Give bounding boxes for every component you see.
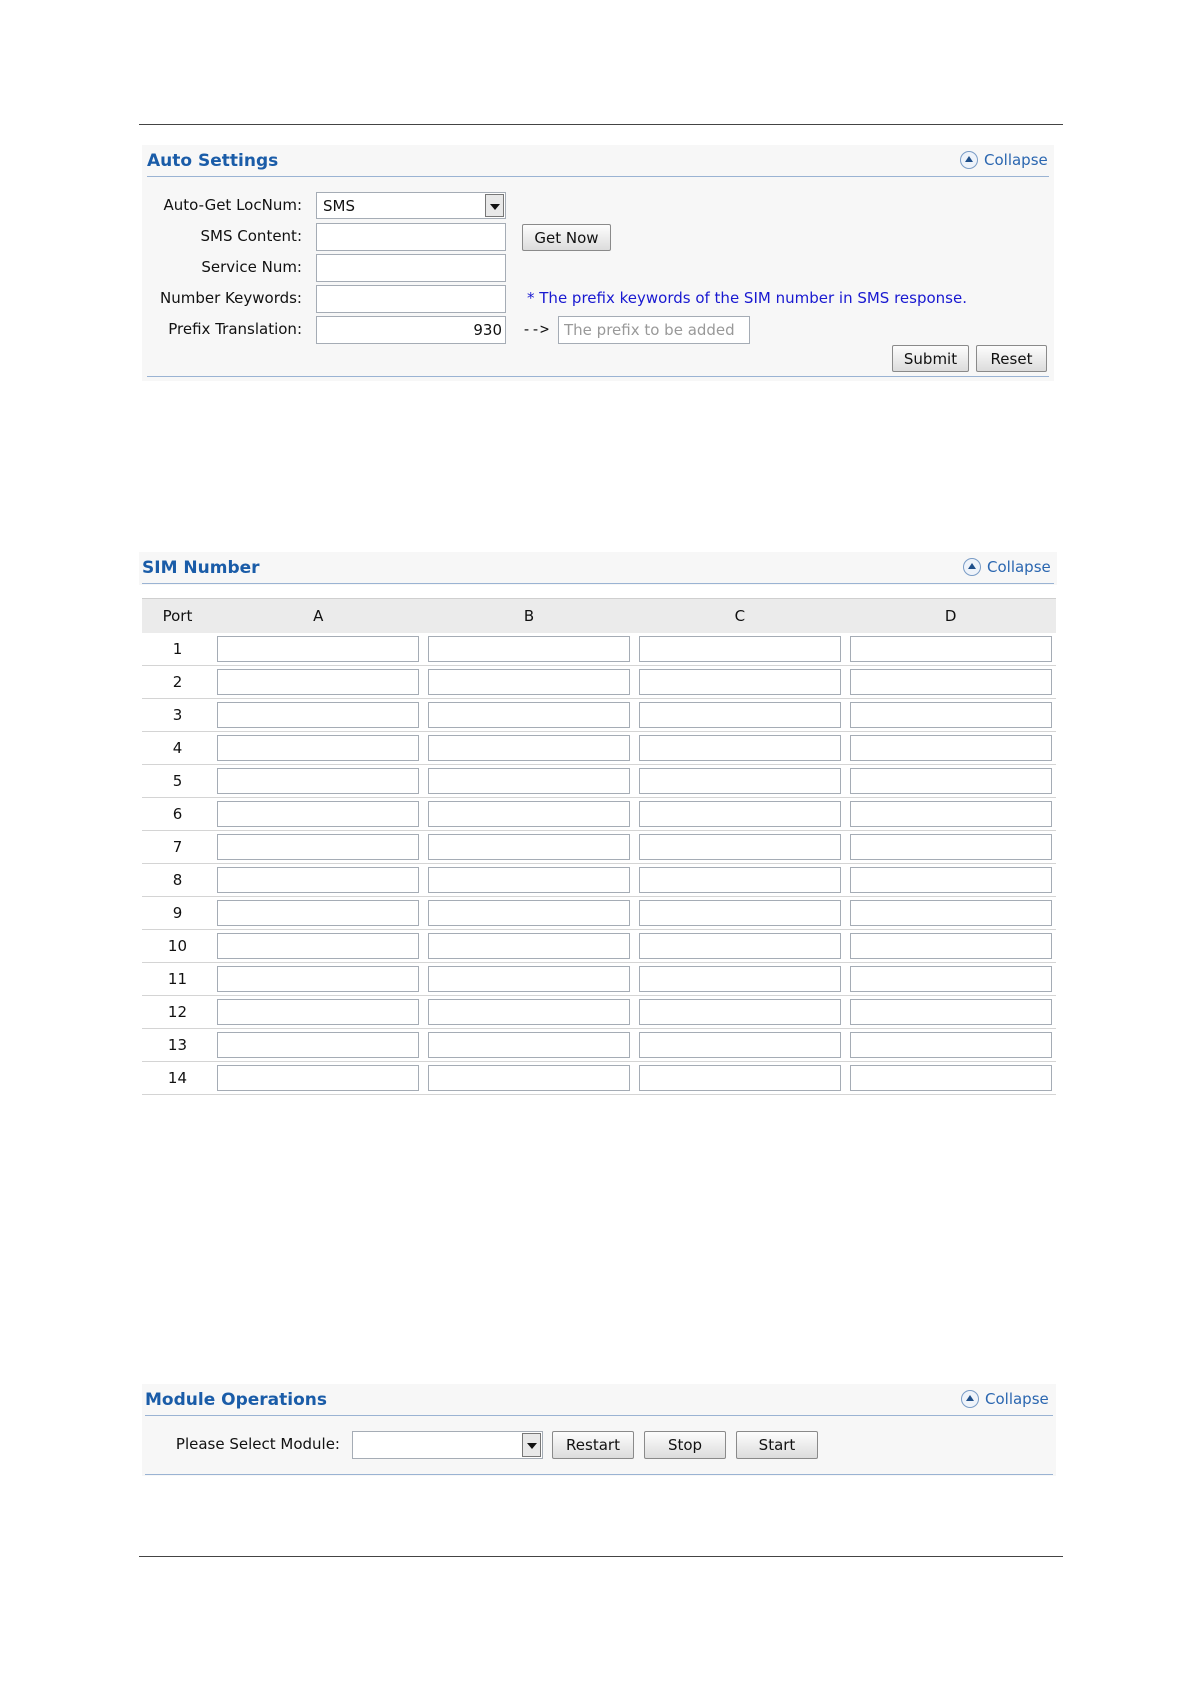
sim-cell bbox=[634, 1029, 845, 1062]
sim-number-input-a[interactable] bbox=[217, 669, 419, 695]
sim-cell bbox=[213, 831, 424, 864]
sim-cell bbox=[424, 996, 635, 1029]
sim-cell bbox=[424, 699, 635, 732]
page-top-rule bbox=[139, 124, 1063, 125]
port-number: 1 bbox=[142, 633, 213, 666]
section-divider bbox=[142, 583, 1054, 584]
port-number: 2 bbox=[142, 666, 213, 699]
sim-cell bbox=[634, 996, 845, 1029]
sim-number-input-d[interactable] bbox=[850, 636, 1052, 662]
sim-cell bbox=[845, 963, 1056, 996]
sim-number-input-d[interactable] bbox=[850, 768, 1052, 794]
sim-number-input-c[interactable] bbox=[639, 669, 841, 695]
sim-cell bbox=[845, 897, 1056, 930]
sim-number-input-a[interactable] bbox=[217, 1065, 419, 1091]
sim-number-input-d[interactable] bbox=[850, 702, 1052, 728]
sim-cell bbox=[845, 930, 1056, 963]
sim-cell bbox=[213, 963, 424, 996]
sim-cell bbox=[213, 897, 424, 930]
port-number: 10 bbox=[142, 930, 213, 963]
sim-number-input-a[interactable] bbox=[217, 834, 419, 860]
service-num-input[interactable] bbox=[316, 254, 506, 282]
select-module-label: Please Select Module: bbox=[175, 1435, 340, 1453]
sim-cell bbox=[845, 666, 1056, 699]
sim-cell bbox=[634, 864, 845, 897]
service-num-label: Service Num: bbox=[201, 258, 302, 276]
collapse-label: Collapse bbox=[984, 151, 1048, 169]
sim-cell bbox=[634, 699, 845, 732]
sim-cell bbox=[424, 1029, 635, 1062]
table-row bbox=[142, 996, 1056, 1029]
auto-settings-collapse[interactable] bbox=[960, 151, 1048, 169]
sim-cell bbox=[213, 1029, 424, 1062]
sim-cell bbox=[634, 732, 845, 765]
collapse-label: Collapse bbox=[985, 1390, 1049, 1408]
sim-number-input-c[interactable] bbox=[639, 900, 841, 926]
sim-number-title: SIM Number bbox=[142, 558, 260, 578]
sim-number-input-a[interactable] bbox=[217, 702, 419, 728]
port-number: 11 bbox=[142, 963, 213, 996]
sim-number-input-b[interactable] bbox=[428, 1065, 630, 1091]
table-row bbox=[142, 930, 1056, 963]
sim-number-input-c[interactable] bbox=[639, 867, 841, 893]
sim-number-input-c[interactable] bbox=[639, 801, 841, 827]
collapse-up-icon bbox=[961, 1390, 979, 1408]
column-header-a: A bbox=[213, 599, 424, 634]
sim-number-input-a[interactable] bbox=[217, 867, 419, 893]
sim-number-input-d[interactable] bbox=[850, 735, 1052, 761]
column-header-c: C bbox=[634, 599, 845, 634]
sim-number-input-b[interactable] bbox=[428, 900, 630, 926]
section-bottom-rule bbox=[147, 376, 1049, 377]
section-divider bbox=[147, 176, 1049, 177]
sim-cell bbox=[424, 765, 635, 798]
sim-number-input-b[interactable] bbox=[428, 768, 630, 794]
sim-cell bbox=[213, 1062, 424, 1095]
sim-number-input-d[interactable] bbox=[850, 669, 1052, 695]
table-row bbox=[142, 732, 1056, 765]
table-row bbox=[142, 864, 1056, 897]
port-number: 13 bbox=[142, 1029, 213, 1062]
auto-get-value: SMS bbox=[323, 197, 355, 215]
page-bottom-rule bbox=[139, 1556, 1063, 1557]
chevron-down-icon[interactable] bbox=[522, 1433, 541, 1457]
sim-cell bbox=[213, 699, 424, 732]
restart-button[interactable]: Restart bbox=[552, 1431, 634, 1459]
sim-cell bbox=[424, 732, 635, 765]
sim-cell bbox=[634, 765, 845, 798]
port-number: 14 bbox=[142, 1062, 213, 1095]
sim-number-input-d[interactable] bbox=[850, 801, 1052, 827]
sim-number-input-d[interactable] bbox=[850, 1032, 1052, 1058]
sim-number-input-b[interactable] bbox=[428, 801, 630, 827]
sim-number-table bbox=[142, 598, 1056, 1095]
table-row bbox=[142, 1029, 1056, 1062]
sim-number-input-b[interactable] bbox=[428, 702, 630, 728]
sim-cell bbox=[424, 633, 635, 666]
sim-cell bbox=[424, 1062, 635, 1095]
sim-number-input-b[interactable] bbox=[428, 834, 630, 860]
sim-cell bbox=[213, 765, 424, 798]
prefix-translation-label: Prefix Translation: bbox=[168, 320, 302, 338]
sim-number-panel bbox=[139, 552, 1057, 585]
prefix-arrow: --> bbox=[522, 320, 550, 338]
table-row bbox=[142, 831, 1056, 864]
sim-cell bbox=[845, 996, 1056, 1029]
sim-cell bbox=[634, 930, 845, 963]
sim-cell bbox=[845, 1062, 1056, 1095]
sim-number-input-a[interactable] bbox=[217, 933, 419, 959]
module-operations-panel bbox=[142, 1384, 1056, 1476]
sim-number-input-a[interactable] bbox=[217, 999, 419, 1025]
auto-get-select[interactable] bbox=[316, 192, 506, 219]
port-number: 8 bbox=[142, 864, 213, 897]
column-header-b: B bbox=[424, 599, 635, 634]
port-number: 4 bbox=[142, 732, 213, 765]
sim-number-input-b[interactable] bbox=[428, 1032, 630, 1058]
sim-number-input-d[interactable] bbox=[850, 933, 1052, 959]
module-operations-collapse[interactable] bbox=[961, 1390, 1049, 1408]
sim-number-input-a[interactable] bbox=[217, 1032, 419, 1058]
module-operations-title: Module Operations bbox=[145, 1390, 328, 1410]
number-keywords-label: Number Keywords: bbox=[160, 289, 302, 307]
sim-number-input-c[interactable] bbox=[639, 1032, 841, 1058]
stop-button[interactable]: Stop bbox=[644, 1431, 726, 1459]
sim-number-input-b[interactable] bbox=[428, 867, 630, 893]
prefix-added-input[interactable] bbox=[558, 316, 750, 344]
port-number: 12 bbox=[142, 996, 213, 1029]
sim-cell bbox=[634, 1062, 845, 1095]
sim-cell bbox=[845, 699, 1056, 732]
sim-number-input-d[interactable] bbox=[850, 834, 1052, 860]
auto-settings-panel bbox=[142, 145, 1054, 381]
table-row bbox=[142, 1062, 1056, 1095]
collapse-label: Collapse bbox=[987, 558, 1051, 576]
sim-number-input-c[interactable] bbox=[639, 702, 841, 728]
sim-cell bbox=[634, 897, 845, 930]
sim-cell bbox=[424, 831, 635, 864]
sim-cell bbox=[424, 963, 635, 996]
get-now-button[interactable]: Get Now bbox=[522, 224, 611, 251]
reset-button[interactable]: Reset bbox=[976, 345, 1047, 372]
port-number: 6 bbox=[142, 798, 213, 831]
sim-cell bbox=[845, 831, 1056, 864]
sim-cell bbox=[845, 732, 1056, 765]
sim-number-input-a[interactable] bbox=[217, 768, 419, 794]
sim-cell bbox=[424, 798, 635, 831]
sim-cell bbox=[634, 831, 845, 864]
table-row bbox=[142, 765, 1056, 798]
submit-button[interactable]: Submit bbox=[892, 345, 969, 372]
sim-cell bbox=[213, 732, 424, 765]
prefix-keywords-note: * The prefix keywords of the SIM number in SMS response. bbox=[527, 289, 967, 307]
sim-cell bbox=[424, 897, 635, 930]
sim-cell bbox=[634, 798, 845, 831]
sim-number-input-b[interactable] bbox=[428, 999, 630, 1025]
chevron-down-icon[interactable] bbox=[485, 194, 504, 217]
sim-cell bbox=[845, 864, 1056, 897]
sim-cell bbox=[845, 633, 1056, 666]
start-button[interactable]: Start bbox=[736, 1431, 818, 1459]
sim-cell bbox=[845, 798, 1056, 831]
sim-cell bbox=[213, 798, 424, 831]
sim-cell bbox=[634, 633, 845, 666]
sim-number-input-a[interactable] bbox=[217, 636, 419, 662]
sim-number-input-c[interactable] bbox=[639, 1065, 841, 1091]
port-number: 7 bbox=[142, 831, 213, 864]
column-header-d: D bbox=[845, 599, 1056, 634]
section-bottom-rule bbox=[145, 1474, 1053, 1475]
sim-cell bbox=[424, 864, 635, 897]
sim-number-input-b[interactable] bbox=[428, 966, 630, 992]
sim-number-input-a[interactable] bbox=[217, 900, 419, 926]
sim-cell bbox=[424, 930, 635, 963]
sim-cell bbox=[213, 864, 424, 897]
table-row bbox=[142, 633, 1056, 666]
sim-cell bbox=[213, 666, 424, 699]
table-row bbox=[142, 798, 1056, 831]
sim-number-input-d[interactable] bbox=[850, 999, 1052, 1025]
sim-cell bbox=[845, 765, 1056, 798]
sim-cell bbox=[634, 666, 845, 699]
port-number: 9 bbox=[142, 897, 213, 930]
number-keywords-input[interactable] bbox=[316, 285, 506, 313]
prefix-translation-input[interactable] bbox=[316, 316, 506, 344]
column-header-port: Port bbox=[142, 599, 213, 634]
table-row bbox=[142, 666, 1056, 699]
collapse-up-icon bbox=[963, 558, 981, 576]
sim-number-input-c[interactable] bbox=[639, 735, 841, 761]
sim-number-input-d[interactable] bbox=[850, 1065, 1052, 1091]
sim-cell bbox=[213, 930, 424, 963]
sim-number-input-c[interactable] bbox=[639, 933, 841, 959]
section-divider bbox=[145, 1415, 1053, 1416]
table-row bbox=[142, 699, 1056, 732]
sim-number-input-a[interactable] bbox=[217, 801, 419, 827]
auto-settings-title: Auto Settings bbox=[147, 151, 279, 171]
sim-cell bbox=[213, 996, 424, 1029]
sim-number-input-d[interactable] bbox=[850, 900, 1052, 926]
sim-number-input-c[interactable] bbox=[639, 966, 841, 992]
sim-cell bbox=[424, 666, 635, 699]
port-number: 3 bbox=[142, 699, 213, 732]
sim-number-input-c[interactable] bbox=[639, 999, 841, 1025]
sim-number-input-c[interactable] bbox=[639, 636, 841, 662]
sim-number-input-d[interactable] bbox=[850, 966, 1052, 992]
table-row bbox=[142, 963, 1056, 996]
sim-number-input-b[interactable] bbox=[428, 636, 630, 662]
port-number: 5 bbox=[142, 765, 213, 798]
table-row bbox=[142, 897, 1056, 930]
sim-number-input-c[interactable] bbox=[639, 768, 841, 794]
sim-number-input-a[interactable] bbox=[217, 966, 419, 992]
sim-cell bbox=[845, 1029, 1056, 1062]
sim-number-input-d[interactable] bbox=[850, 867, 1052, 893]
table-header-row bbox=[142, 599, 1056, 634]
sim-number-input-b[interactable] bbox=[428, 735, 630, 761]
auto-get-label: Auto-Get LocNum: bbox=[163, 196, 302, 214]
collapse-up-icon bbox=[960, 151, 978, 169]
sim-number-input-c[interactable] bbox=[639, 834, 841, 860]
sim-cell bbox=[634, 963, 845, 996]
sim-number-input-a[interactable] bbox=[217, 735, 419, 761]
sim-number-input-b[interactable] bbox=[428, 669, 630, 695]
module-select[interactable] bbox=[352, 1431, 543, 1459]
sim-number-input-b[interactable] bbox=[428, 933, 630, 959]
sms-content-label: SMS Content: bbox=[200, 227, 302, 245]
sim-number-collapse[interactable] bbox=[963, 558, 1051, 576]
sms-content-input[interactable] bbox=[316, 223, 506, 251]
sim-cell bbox=[213, 633, 424, 666]
